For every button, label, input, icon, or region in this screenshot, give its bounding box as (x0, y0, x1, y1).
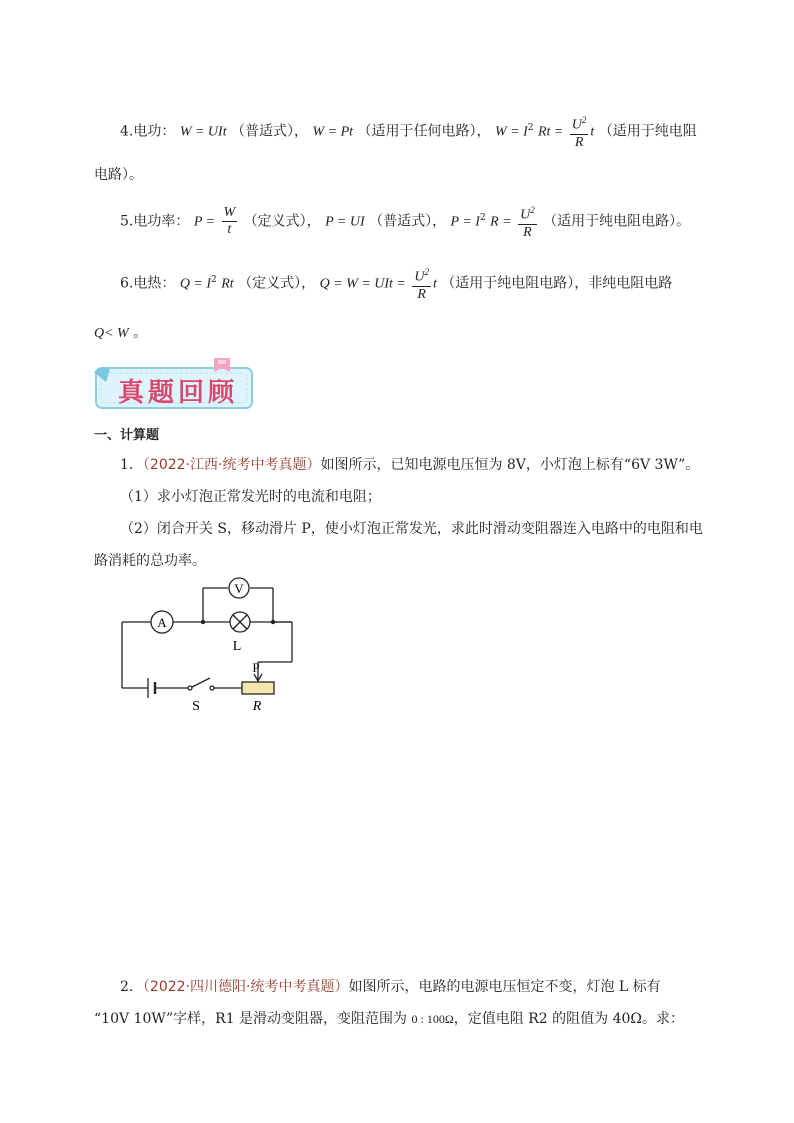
circuit-diagram (100, 570, 320, 720)
question-2-range: 0 : 100Ω (411, 1012, 454, 1026)
question-1-part-1: （1）求小灯泡正常发光时的电流和电阻； (120, 489, 381, 505)
section-title: 一、计算题 (94, 428, 160, 443)
question-1-source: （2022·江西·统考中考真题） (142, 457, 321, 473)
section-badge (92, 356, 256, 412)
formula-5-expr-2: P = UI (325, 214, 365, 230)
formula-4-fraction: $\frac{U^2}{R}$ (570, 112, 589, 151)
formula-4-note-1: （普适式）， (231, 123, 309, 140)
slider-label: P (252, 660, 260, 675)
formula-5-square: 2 (479, 213, 486, 223)
question-2-line-2a: “10V 10W”字样，R1 是滑动变阻器，变阻范围为 (94, 1011, 408, 1027)
formula-4-expr-2: W = Pt (312, 124, 354, 140)
formula-4-line (120, 110, 697, 151)
question-1-part-2-cont: 路消耗的总功率。 (94, 553, 206, 569)
formula-6-note-1: （定义式）， (238, 275, 316, 292)
question-2-line-2 (94, 1008, 684, 1028)
formula-4-note-2: （适用于任何电路）， (357, 123, 491, 140)
formula-4-expr-3b: Rt = (537, 124, 564, 140)
formula-6-square: 2 (211, 275, 217, 285)
formula-6-inequality: Q< W (94, 326, 129, 341)
formula-5-note-3: （适用于纯电阻电路）。 (543, 213, 691, 230)
question-2 (120, 976, 661, 996)
formula-5-expr-3a: P = I (450, 214, 480, 230)
formula-6-end: 。 (133, 325, 148, 341)
formula-6-expr-1a: Q = I (179, 276, 212, 292)
formula-5-expr-3b: R = (490, 214, 512, 230)
formula-5-line (120, 200, 690, 241)
formula-5-note-1: （定义式）， (243, 213, 321, 230)
formula-6-label: 6.电热： (120, 275, 176, 292)
formula-5-fraction-2: $\frac{U^2}{R}$ (518, 202, 537, 241)
formula-4-label: 4.电功： (120, 123, 176, 140)
question-2-line-2b: ，定值电阻 R2 的阻值为 40Ω。求： (453, 1011, 685, 1027)
formula-6-note-2: （适用于纯电阻电路），非纯电阻电路 (441, 275, 673, 292)
formula-5-note-2: （普适式）， (369, 213, 447, 230)
formula-4-expr-1: W = UIt (179, 124, 227, 140)
formula-6-expr-1b: Rt (221, 276, 234, 292)
formula-6-t: t (432, 276, 437, 292)
question-1-number: 1． (120, 457, 143, 473)
formula-5-fraction-1: $\frac{W}{t}$ (223, 205, 236, 238)
lamp-label: L (232, 639, 242, 654)
formula-4-square: 2 (527, 123, 534, 133)
ammeter-label: A (157, 615, 167, 630)
formula-6-continuation (94, 322, 147, 342)
question-1-part-2: （2）闭合开关 S，移动滑片 P，使小灯泡正常发光，求此时滑动变阻器连入电路中的电阻和电 (120, 521, 703, 537)
formula-6-expr-2: Q = W = UIt = (319, 276, 406, 292)
formula-4-continuation: 电路）。 (94, 167, 143, 183)
formula-5-label: 5.电功率： (120, 213, 190, 230)
formula-4-t: t (590, 124, 595, 140)
formula-4-expr-3a: W = I (494, 124, 528, 140)
question-1 (120, 454, 699, 474)
badge-title: 真题回顾 (118, 378, 239, 408)
resistor-label: R (252, 699, 262, 714)
formula-5-expr-1: P = (193, 214, 216, 230)
question-2-source: （2022·四川德阳·统考中考真题） (142, 979, 349, 995)
question-1-text: 如图所示，已知电源电压恒为 8V，小灯泡上标有“6V 3W”。 (320, 457, 700, 473)
question-2-text: 如图所示，电路的电源电压恒定不变，灯泡 L 标有 (348, 979, 661, 995)
question-2-number: 2． (120, 979, 143, 995)
switch-label: S (192, 699, 200, 714)
formula-4-note-3: （适用于纯电阻 (598, 123, 697, 140)
formula-6-line (120, 262, 672, 303)
formula-6-fraction: $\frac{U^2}{R}$ (412, 264, 431, 303)
voltmeter-label: V (234, 581, 244, 596)
